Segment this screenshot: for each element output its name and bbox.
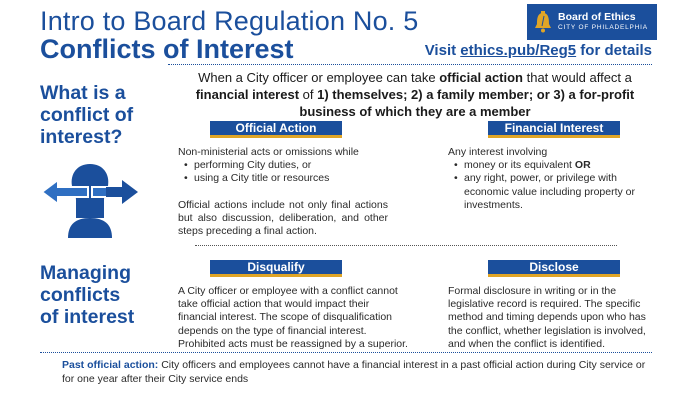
what-is-line: What is a <box>40 82 126 104</box>
managing-line: of interest <box>40 306 135 328</box>
divider-bottom <box>40 352 652 353</box>
official-action-label: Official Action <box>210 121 342 138</box>
list-item: • any right, power, or privilege with economic value including property or investments. <box>448 172 653 212</box>
intro-text: of <box>299 87 318 102</box>
divider-top <box>168 64 652 65</box>
what-is-heading <box>40 82 133 148</box>
managing-line: conflicts <box>40 284 121 306</box>
official-action-lead: Non-ministerial acts or omissions while <box>178 146 359 158</box>
logo-subtitle: CITY OF PHILADELPHIA <box>558 24 648 31</box>
what-is-line: conflict of <box>40 104 134 126</box>
intro-bold: financial interest <box>195 87 300 102</box>
disqualify-label: Disqualify <box>210 260 342 277</box>
past-text: City officers and employees cannot have a financial interest in a past official action during City service or for one year after their City service ends <box>62 359 646 385</box>
visit-text <box>425 42 652 59</box>
intro-text: When a City officer or employee can take <box>198 70 440 85</box>
list-item: • performing City duties, or <box>178 159 388 172</box>
managing-heading <box>40 262 134 328</box>
financial-interest-lead: Any interest involving <box>448 146 548 158</box>
financial-interest-label: Financial Interest <box>488 121 620 138</box>
visit-suffix: for details <box>576 42 652 59</box>
financial-interest-list <box>448 159 653 212</box>
ethics-link[interactable]: ethics.pub/Reg5 <box>460 42 577 59</box>
past-official-action <box>62 359 652 386</box>
visit-prefix: Visit <box>424 42 461 59</box>
what-is-line: interest? <box>40 126 123 148</box>
conflict-person-arrows-icon <box>40 158 140 238</box>
managing-line: Managing <box>40 262 131 284</box>
intro-bold: official action <box>439 70 523 85</box>
divider-middle <box>195 245 617 246</box>
disclose-text: Formal disclosure in writing or in the legislative record is required. The specific method and timing depends upon who has the conflict, whether legislation is involved, and when the conflict is identified. <box>448 285 646 350</box>
official-action-note: Official actions include not only final actions but also discussion, deliberation, and other steps preceding a final action. <box>178 198 388 238</box>
list-item-bold: OR <box>574 159 591 172</box>
logo-title: Board of Ethics <box>558 11 636 23</box>
board-of-ethics-logo[interactable] <box>527 4 657 40</box>
past-label: Past official action: <box>62 359 159 371</box>
spacer <box>178 186 388 199</box>
official-action-list <box>178 159 388 185</box>
intro-text: that would affect a <box>523 70 632 85</box>
liberty-bell-icon <box>533 10 553 34</box>
title-line-2: Conflicts of Interest <box>40 34 294 64</box>
disclose-label: Disclose <box>488 260 620 277</box>
financial-interest-box <box>448 146 653 212</box>
list-item: • using a City title or resources <box>178 172 388 185</box>
list-item <box>448 159 653 172</box>
disqualify-text: A City officer or employee with a conflict cannot take official action that would impact their financial interest. The scope of disqualification depends on the type of financial interest. Prohibited acts must be reassigned by a superior. <box>178 285 408 350</box>
intro-bold: 1) themselves; 2) a family member; or 3) a for-profit business of which they are a member <box>299 87 635 119</box>
official-action-box <box>178 146 388 238</box>
list-item-text: money or its equivalent <box>464 159 575 172</box>
intro-definition <box>180 69 650 120</box>
title-line-1: Intro to Board Regulation No. 5 <box>40 6 419 36</box>
